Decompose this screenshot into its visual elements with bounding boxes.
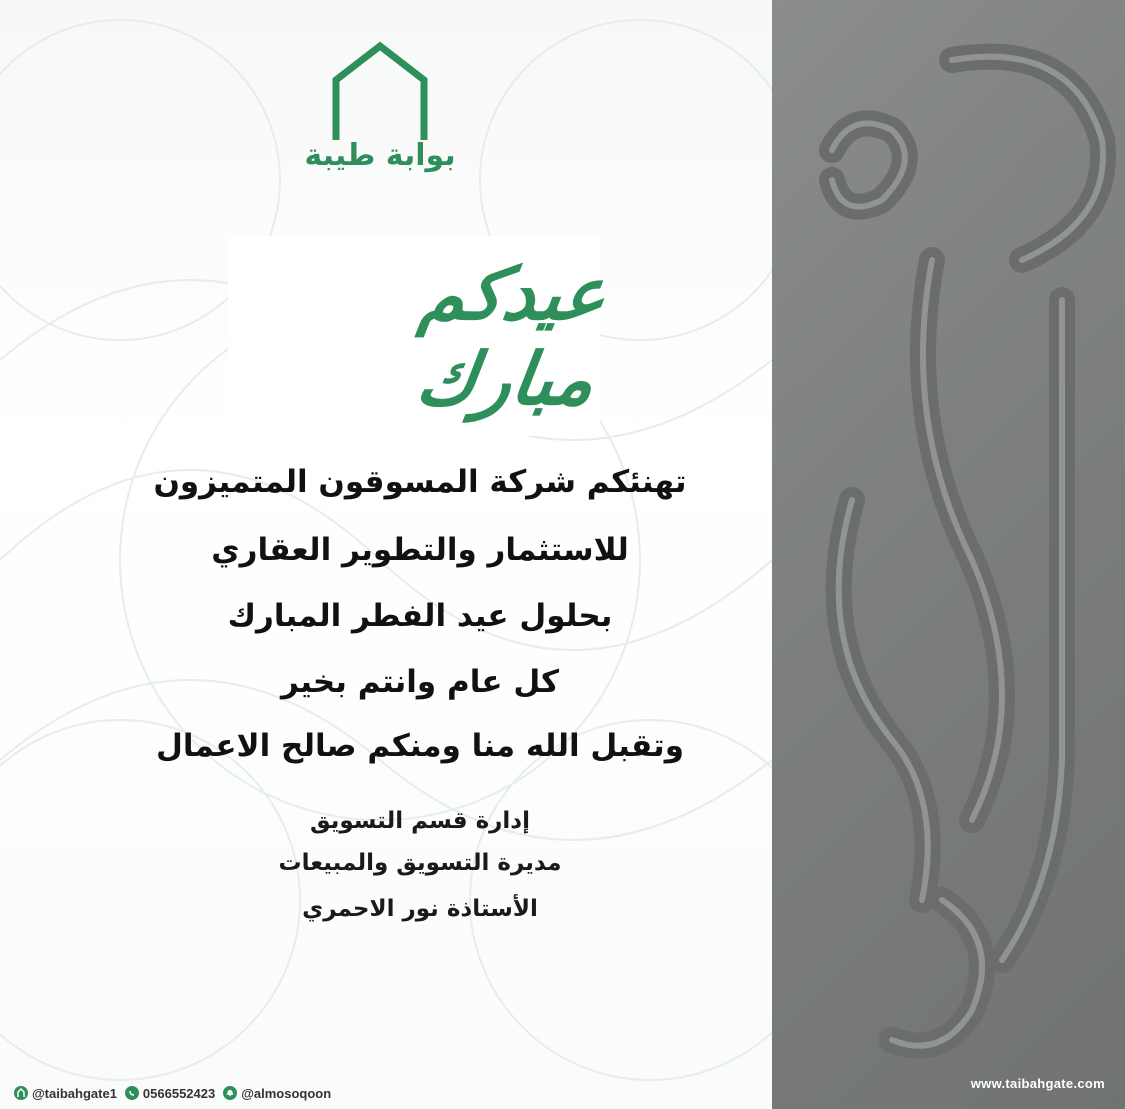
gate-logo-icon bbox=[14, 1086, 28, 1100]
social-handle: @taibahgate1 bbox=[32, 1085, 117, 1101]
message-line: للاستثمار والتطوير العقاري bbox=[211, 532, 629, 568]
right-panel bbox=[772, 0, 1125, 1109]
whatsapp-icon bbox=[125, 1086, 139, 1100]
website-url[interactable]: www.taibahgate.com bbox=[970, 1076, 1105, 1091]
snapchat-icon bbox=[223, 1086, 237, 1100]
embossed-calligraphy bbox=[772, 0, 1125, 1109]
message-line: وتقبل الله منا ومنكم صالح الاعمال bbox=[156, 728, 684, 764]
message-line: كل عام وانتم بخير bbox=[280, 664, 560, 700]
signature-title: مديرة التسويق والمبيعات bbox=[278, 850, 562, 876]
contact-social[interactable] bbox=[14, 1086, 117, 1101]
snapchat-handle: @almosoqoon bbox=[241, 1085, 332, 1101]
message-line: تهنئكم شركة المسوقون المتميزون bbox=[153, 464, 687, 500]
signature-department: إدارة قسم التسويق bbox=[309, 808, 530, 834]
contact-snapchat[interactable] bbox=[223, 1086, 331, 1101]
footer-contacts bbox=[14, 1082, 331, 1104]
message-line: بحلول عيد الفطر المبارك bbox=[227, 598, 613, 634]
phone-number: 0566552423 bbox=[142, 1085, 216, 1101]
signature-name: الأستاذة نور الاحمري bbox=[302, 896, 538, 922]
eid-greeting-calligraphy: عيدكم مبارك bbox=[411, 251, 612, 421]
contact-whatsapp[interactable] bbox=[125, 1086, 215, 1101]
logo-text: بوابة طيبة bbox=[304, 138, 456, 173]
